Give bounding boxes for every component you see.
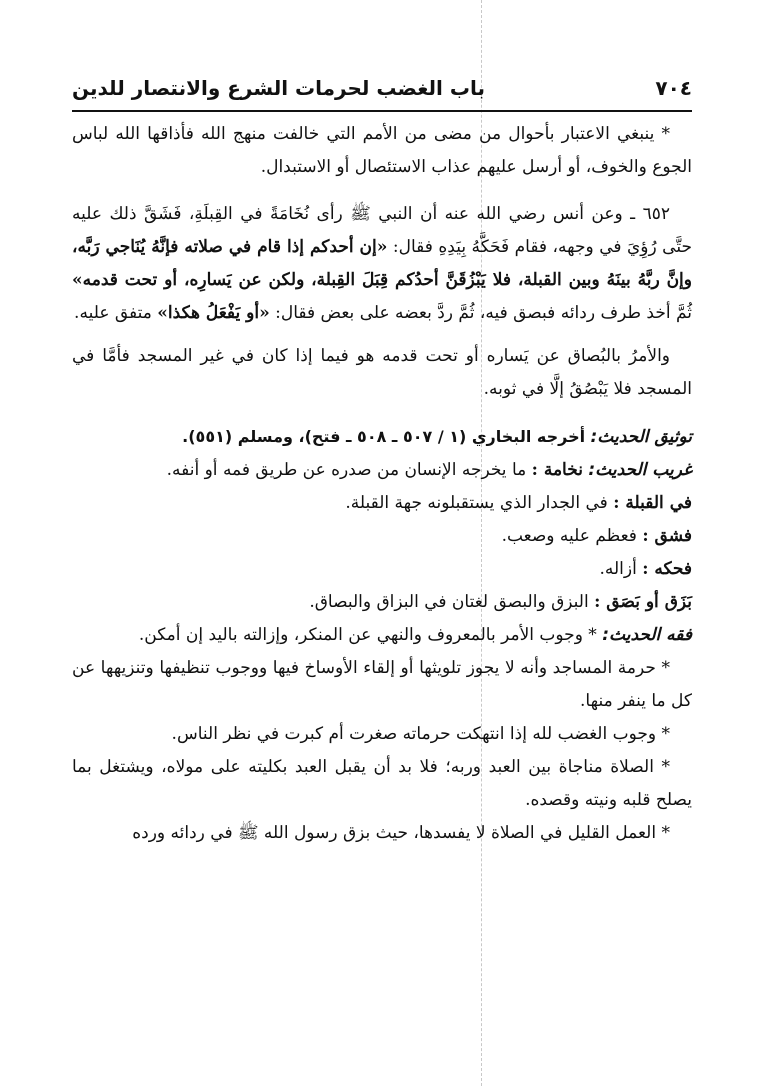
- fiqh-point: * الصلاة مناجاة بين العبد وربه؛ فلا بد أن يقبل العبد بكليته على مولاه، ويشتغل بما يصلح قلبه ونيته وقصده.: [72, 757, 692, 810]
- gharib-term: بَزَق أو بَصَق :: [594, 592, 692, 612]
- gharib-term: فحكه :: [642, 559, 692, 579]
- fiqh-point: * وجوب الغضب لله إذا انتهكت حرماته صغرت أم كبرت في نظر الناس.: [171, 724, 670, 744]
- gharib-label: غريب الحديث:: [588, 460, 692, 480]
- page-body: [72, 118, 692, 850]
- intro-note: * ينبغي الاعتبار بأحوال من مضى من الأمم التي خالفت منهج الله فأذاقها الله لباس الجوع والخوف، أو أرسل عليهم عذاب الاستئصال أو الاستبدال.: [72, 124, 692, 177]
- hadith-source: متفق عليه.: [74, 303, 152, 323]
- chapter-title: باب الغضب لحرمات الشرع والانتصار للدين: [72, 76, 485, 100]
- page-header: [72, 70, 692, 106]
- takhrij-text: أخرجه البخاري (١ / ٥٠٧ ـ ٥٠٨ ـ فتح)، ومسلم (٥٥١).: [182, 427, 586, 446]
- page-number: ٧٠٤: [655, 76, 692, 100]
- fiqh-first: [72, 619, 692, 652]
- gharib-definition: البزق والبصق لغتان في البزاق والبصاق.: [309, 592, 589, 612]
- gharib-line-2: [72, 487, 692, 520]
- gharib-definition: فعظم عليه وصعب.: [501, 526, 637, 546]
- gharib-definition: أزاله.: [599, 559, 637, 579]
- gharib-definition: في الجدار الذي يستقبلونه جهة القبلة.: [345, 493, 608, 513]
- gharib-definition: ما يخرجه الإنسان من صدره عن طريق فمه أو أنفه.: [166, 460, 527, 480]
- takhrij-line: [72, 420, 692, 454]
- gharib-line-4: [72, 553, 692, 586]
- gharib-line-3: [72, 520, 692, 553]
- fiqh-point: * حرمة المساجد وأنه لا يجوز تلويثها أو إلقاء الأوساخ فيها ووجوب تنظيفها وتنزيهها عن كل ما ينفر منها.: [72, 658, 692, 711]
- gharib-term: نخامة :: [531, 460, 583, 480]
- header-rule: [72, 110, 692, 112]
- fiqh-label: فقه الحديث:: [602, 625, 692, 645]
- hadith-narration: ثُمَّ أخذ طرف ردائه فبصق فيه، ثُمَّ ردَّ بعضه على بعض فقال:: [275, 303, 692, 323]
- hadith-intro: ٦٥٢ ـ وعن أنس رضي الله عنه أن النبي ﷺ رأى نُخَامَةً في القِبلَةِ، فَشَقَّ ذلك عليه حتَّى رُؤِيَ في وجهه، فقام فَحَكَّهُ بِيَدِهِ فقال:: [72, 204, 692, 257]
- gharib-line-1: [72, 454, 692, 487]
- clarification-paragraph: والأمرُ بالبُصاق عن يَساره أو تحت قدمه هو فيما إذا كان في غير المسجد فأمَّا في المسجد فلا يَبْصُقُ إلَّا في ثوبه.: [72, 346, 692, 399]
- hadith-paragraph: [72, 198, 692, 330]
- hadith-quote: «إن أحدكم إذا قام في صلاته فإنَّهُ يُنَاجي رَبَّه، وإنَّ ربَّهُ بينَهُ وبين القبلة، فلا يَبْزُقَنَّ أحدُكم قِبَلَ القِبلة، ولكن عن يَسارِه، أو تحت قدمه»: [72, 237, 692, 290]
- takhrij-label: توثيق الحديث:: [590, 427, 692, 447]
- gharib-term: في القبلة :: [613, 493, 692, 513]
- fiqh-point: * وجوب الأمر بالمعروف والنهي عن المنكر، وإزالته باليد إن أمكن.: [138, 625, 597, 645]
- hadith-quote-2: «أو يَفْعَلُ هكذا»: [157, 303, 270, 323]
- gharib-line-5: [72, 586, 692, 619]
- fiqh-point: * العمل القليل في الصلاة لا يفسدها، حيث بزق رسول الله ﷺ في ردائه ورده: [132, 823, 670, 843]
- gharib-term: فشق :: [642, 526, 692, 546]
